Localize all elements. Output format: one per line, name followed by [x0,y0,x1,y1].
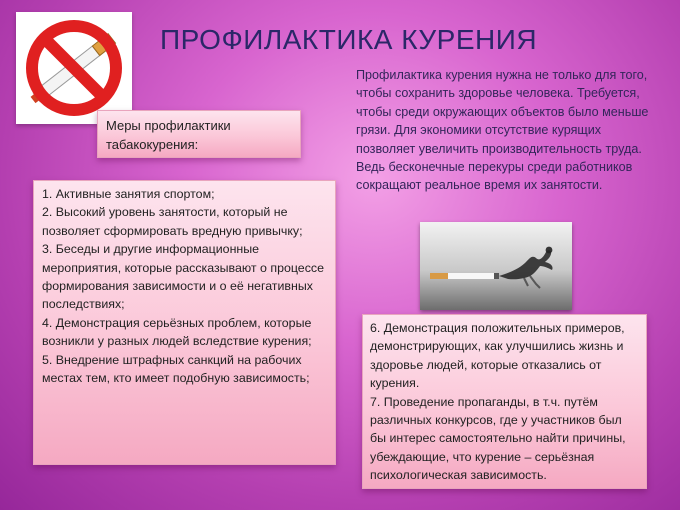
list-item: 2. Высокий уровень занятости, который не позволяет сформировать вредную привычку; [42,205,303,238]
measures-heading-box [97,110,301,158]
list-item: 5. Внедрение штрафных санкций на рабочих местах тем, кто имеет подобную зависимость; [42,352,310,386]
list-item: 7. Проведение пропаганды, в т.ч. путём различных конкурсов, где у участников был бы интерес самостоятельно найти причины, убеждающие, что курение – серьёзная психологическая зависимость. [370,394,626,483]
measures-list-right [362,314,647,489]
cigarette-smoke-figure-image [420,222,572,310]
intro-paragraph: Профилактика курения нужна не только для того, чтобы сохранить здоровье человека. Требуется, чтобы среди окружающих объектов было меньше грязи. Для экономики отсутствие курящих позволяет увеличить производительность труда. Ведь бесконечные перекуры среди работников сокращают реальное время их занятости. [356,68,649,193]
list-item: 1. Активные занятия спортом; [42,187,215,201]
no-smoking-icon [16,12,132,124]
measures-heading: Меры профилактики табакокурения: [106,118,231,152]
no-smoking-sign [16,12,132,124]
list-item: 6. Демонстрация положительных примеров, демонстрирующих, как улучшились жизнь и здоровье людей, которые отказались от курения. [370,321,625,391]
list-item: 4. Демонстрация серьёзных проблем, которые возникли у разных людей вследствие курения; [42,315,312,349]
measures-list-left [33,180,336,465]
list-item: 3. Беседы и другие информационные мероприятия, которые рассказывают о процессе формирования зависимости и о её негативных последствиях; [42,242,324,312]
page-title: ПРОФИЛАКТИКА КУРЕНИЯ [160,24,538,55]
cigarette-smoke-photo [420,222,572,310]
